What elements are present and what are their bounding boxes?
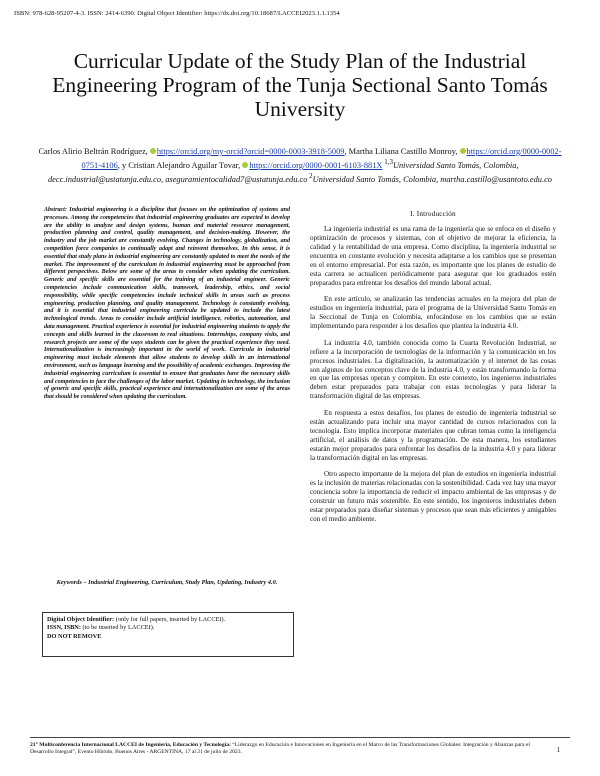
do-not-remove: DO NOT REMOVE bbox=[47, 632, 102, 640]
orcid-icon bbox=[460, 148, 466, 154]
paragraph: Otro aspecto importante de la mejora del plan de estudios en ingeniería industrial es la inclusión de materias relacionadas con la sostenibilidad. Cada vez hay una mayor conciencia sobre la importancia de reducir el impacto ambiental de las empresas y de construir un futuro más sostenible. En este sentido, los ingenieros industriales deben estar preparados para diseñar sistemas y procesos que sean más eficientes y amigables con el medio ambiente. bbox=[310, 470, 556, 524]
issn-note: (to be inserted by LACCEI). bbox=[80, 624, 155, 632]
page-number: 1 bbox=[556, 746, 560, 754]
issn-label: ISSN, ISBN: bbox=[47, 624, 81, 632]
paper-title: Curricular Update of the Study Plan of the Industrial Engineering Program of the Tunja Sectional Santo Tomás University bbox=[52, 49, 548, 121]
doi-label: Digital Object Identifier: bbox=[47, 616, 115, 623]
footer-details: “Liderazgo en Educación e Innovaciones en Ingeniería en el Marco de las Transformaciones Globales: Integración y Alianzas para el Desarrollo Integral”, Evento Híbrido, Buenos Aires - ARGENTINA, 17 al 21 de julio de 2023. bbox=[30, 742, 530, 756]
abstract bbox=[44, 207, 290, 402]
keywords bbox=[44, 579, 290, 587]
header-line: ISBN: 978-628-95207-4-3. ISSN: 2414-6390. Digital Object Identifier: https://dx.doi.org/10.18687/LACCEI2023.1.1.1354 bbox=[14, 10, 340, 17]
author-3-orcid-link[interactable]: https://orcid.org/0000-0001-6103-881X bbox=[249, 160, 383, 170]
abstract-text: Industrial engineering is a discipline that focuses on the optimization of systems and processes. Among the competencies that industrial engineering graduates are expected to develop are the ability to analyze and design systems, human and material resource management, production planning and control, quality management, and decision-making. However, the industry and the job market are constantly evolving. Changes in technology, globalization, and competition force companies to continually adapt and reinvent themselves. In this sense, it is essential that study plans in industrial engineering are constantly updated to meet the needs of the market. The improvement of the curriculum in industrial engineering must be approached from different perspectives. Below are some of the areas to consider when updating the curriculum. Generic and specific skills are essential for the training of an industrial engineer. Generic competencies include communication skills, teamwork, leadership, ethics, and social responsibility, while specific competencies include technical skills in areas such as process engineering, production planning, and quality management. Technology is constantly evolving, and it is essential that industrial engineering curricula be updated to include the latest technological trends. Areas to consider include artificial intelligence, robotics, automation, and data management. Practical experience is essential for industrial engineering students to apply the concepts and skills learned in the classroom to real situations. Internships, company visits, and research projects are some of the ways students can be given the practical experience they need. Internationalization is increasingly important in the world of work. Curricula in industrial engineering must include elements that allow students to develop skills in an international environment, such as language learning and the possibility of academic exchanges. Improving the industrial engineering curriculum is essential to ensure that graduates have the necessary skills and competencies to face the challenges of the labor market. Updating in technology, the inclusion of generic and specific skills, practical experience and internationalization are some of the areas that should be considered when updating the curriculum. bbox=[44, 207, 290, 401]
author-2-orcid-link[interactable]: https://orcid.org/0000-0002-0751-4106 bbox=[81, 147, 562, 170]
section-title: I. Introducción bbox=[410, 210, 456, 218]
paragraph: En respuesta a estos desafíos, los planes de estudio de ingeniería industrial se están actualizando para incluir una mayor cantidad de cursos relacionados con la tecnología. Esto implica incorporar materiales que cubran temas como la inteligencia artificial, el análisis de datos y la programación. De esta manera, los estudiantes estarán mejor preparados para enfrentar los desafíos de la industria 4.0 y para liderar la transformación digital en las empresas. bbox=[310, 408, 556, 462]
paragraph: La ingeniería industrial es una rama de la ingeniería que se enfoca en el diseño y optimización de procesos y sistemas, con el objetivo de mejorar la eficiencia, la calidad y la rentabilidad de una empresa. Como disciplina, la ingeniería industrial se encuentra en constante evolución y necesita adaptarse a los cambios que se presentan en el entorno empresarial. Por esta razón, es importante que los planes de estudio de esta carrera se actualicen periódicamente para asegurar que los graduados estén preparados para enfrentar los desafíos del mundo laboral actual. bbox=[310, 225, 556, 287]
keywords-label: Keywords – bbox=[56, 579, 89, 586]
orcid-icon bbox=[150, 148, 156, 154]
paragraph: En este artículo, se analizarán las tendencias actuales en la mejora del plan de estudios en ingeniería industrial, para el programa de la Universidad Santo Tomás en la Seccional de Tunja en Colombia, enfocándose en los cambios que se están implementando para responder a los desafíos que plantea la industria 4.0. bbox=[310, 295, 556, 331]
author-2-name: , Martha Liliana Castillo Monroy, bbox=[344, 147, 460, 156]
body-text bbox=[310, 225, 556, 532]
paragraph: La industria 4.0, también conocida como la Cuarta Revolución Industrial, se refiere a la incorporación de tecnologías de la información y la comunicación en los procesos industriales. La digitalización, la automatización y el internet de las cosas son algunos de los conceptos clave de la industria 4.0, y están transformando la forma en que las empresas operan y compiten. En este contexto, los ingenieros industriales deben estar preparados para trabajar con estas tecnologías y para liderar la transformación digital de las empresas. bbox=[310, 338, 556, 401]
affiliation-marker-2: 2 bbox=[307, 171, 313, 180]
affiliation-marker-1: 1,3 bbox=[382, 158, 393, 166]
keywords-text: Industrial Engineering, Curriculum, Study Plan, Updating, Industry 4.0. bbox=[88, 579, 278, 586]
footer bbox=[30, 742, 535, 757]
author-1-orcid-link[interactable]: https://orcid.org/my-orcid?orcid=0000-0003-3918-5009 bbox=[156, 147, 345, 156]
orcid-icon bbox=[242, 162, 248, 168]
abstract-label: Abstract: bbox=[44, 207, 67, 213]
affiliation-1: Universidad Santo Tomás, Colombia, decc.industrial@ustatunja.edu.co, aseguramientocalidad7@ustatunja.edu.co bbox=[47, 160, 519, 184]
footer-conference: 21° Multiconferencia Internacional LACCEI de Ingeniería, Educación y Tecnología: bbox=[30, 742, 231, 748]
footer-divider bbox=[30, 737, 570, 738]
affiliation-2: Universidad Santo Tomás, Colombia, martha.castillo@usantoto.edu.co bbox=[312, 174, 552, 184]
authors-block bbox=[30, 146, 570, 185]
doi-note: (only for full papers, inserted by LACCEI). bbox=[114, 616, 226, 623]
author-1-name: Carlos Alirio Beltrán Rodríguez, bbox=[38, 147, 150, 156]
author-3-name: , y Cristian Alejandro Aguilar Tovar, bbox=[117, 160, 243, 170]
doi-notice-box bbox=[42, 612, 294, 657]
